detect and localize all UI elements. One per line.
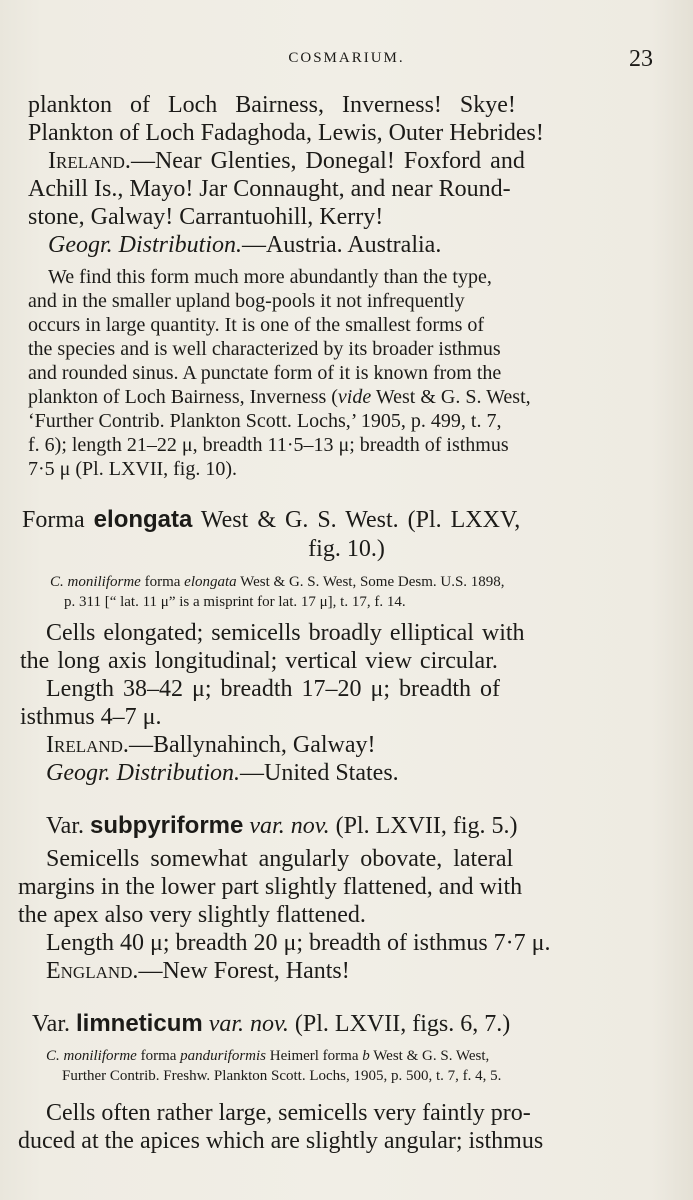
section-heading: Var. limneticum var. nov. (Pl. LXVII, figs. 6, 7.)	[32, 1010, 511, 1037]
citation-line: C. moniliforme forma elongata West & G. S. West, Some Desm. U.S. 1898,	[50, 574, 505, 590]
text-line: 7·5 μ (Pl. LXVII, fig. 10).	[28, 458, 238, 480]
running-title: COSMARIUM.	[288, 50, 405, 66]
text-line: Cells elongated; semicells broadly elliptical with	[46, 620, 525, 646]
text-line: Length 38–42 μ; breadth 17–20 μ; breadth of	[46, 676, 500, 702]
text-line: plankton of Loch Bairness, Inverness (vide West & G. S. West,	[28, 386, 531, 408]
citation-line: Further Contrib. Freshw. Plankton Scott. Lochs, 1905, p. 500, t. 7, f. 4, 5.	[62, 1068, 502, 1084]
text-line: duced at the apices which are slightly angular; isthmus	[18, 1128, 544, 1154]
text-line: occurs in large quantity. It is one of the smallest forms of	[28, 314, 485, 336]
text-line: Cells often rather large, semicells very faintly pro-	[46, 1100, 531, 1126]
text-line: We find this form much more abundantly than the type,	[48, 266, 492, 288]
text-line: ‘Further Contrib. Plankton Scott. Lochs,’ 1905, p. 499, t. 7,	[28, 410, 502, 432]
text-line: Geogr. Distribution.—Austria. Australia.	[48, 232, 442, 258]
text-line: and rounded sinus. A punctate form of it is known from the	[28, 362, 502, 384]
text-line: stone, Galway! Carrantuohill, Kerry!	[28, 204, 384, 230]
text-line: and in the smaller upland bog-pools it not infrequently	[28, 290, 465, 312]
text-line: the species and is well characterized by its broader isthmus	[28, 338, 501, 360]
citation-line: p. 311 [“ lat. 11 μ” is a misprint for lat. 17 μ], t. 17, f. 14.	[64, 594, 406, 610]
section-heading: Var. subpyriforme var. nov. (Pl. LXVII, fig. 5.)	[46, 812, 518, 839]
text-line: Ireland.—Ballynahinch, Galway!	[46, 732, 376, 758]
page-number: 23	[629, 46, 653, 72]
text-line: Ireland.—Near Glenties, Donegal! Foxford and	[48, 148, 525, 174]
section-heading: fig. 10.)	[308, 536, 385, 562]
text-line: Geogr. Distribution.—United States.	[46, 760, 399, 786]
section-heading: Forma elongata West & G. S. West. (Pl. LXXV,	[22, 506, 521, 533]
text-line: England.—New Forest, Hants!	[46, 958, 350, 984]
text-line: isthmus 4–7 μ.	[20, 704, 162, 730]
citation-line: C. moniliforme forma panduriformis Heimerl forma b West & G. S. West,	[46, 1048, 490, 1064]
text-line: the apex also very slightly flattened.	[18, 902, 366, 928]
text-line: the long axis longitudinal; vertical view circular.	[20, 648, 498, 674]
text-line: margins in the lower part slightly flattened, and with	[18, 874, 523, 900]
text-line: plankton of Loch Bairness, Inverness! Skye!	[28, 92, 516, 118]
text-line: Achill Is., Mayo! Jar Connaught, and near Round-	[28, 176, 511, 202]
text-line: f. 6); length 21–22 μ, breadth 11·5–13 μ; breadth of isthmus	[28, 434, 509, 456]
text-line: Semicells somewhat angularly obovate, lateral	[46, 846, 514, 872]
text-line: Plankton of Loch Fadaghoda, Lewis, Outer Hebrides!	[28, 120, 544, 146]
text-line: Length 40 μ; breadth 20 μ; breadth of isthmus 7·7 μ.	[46, 930, 551, 956]
